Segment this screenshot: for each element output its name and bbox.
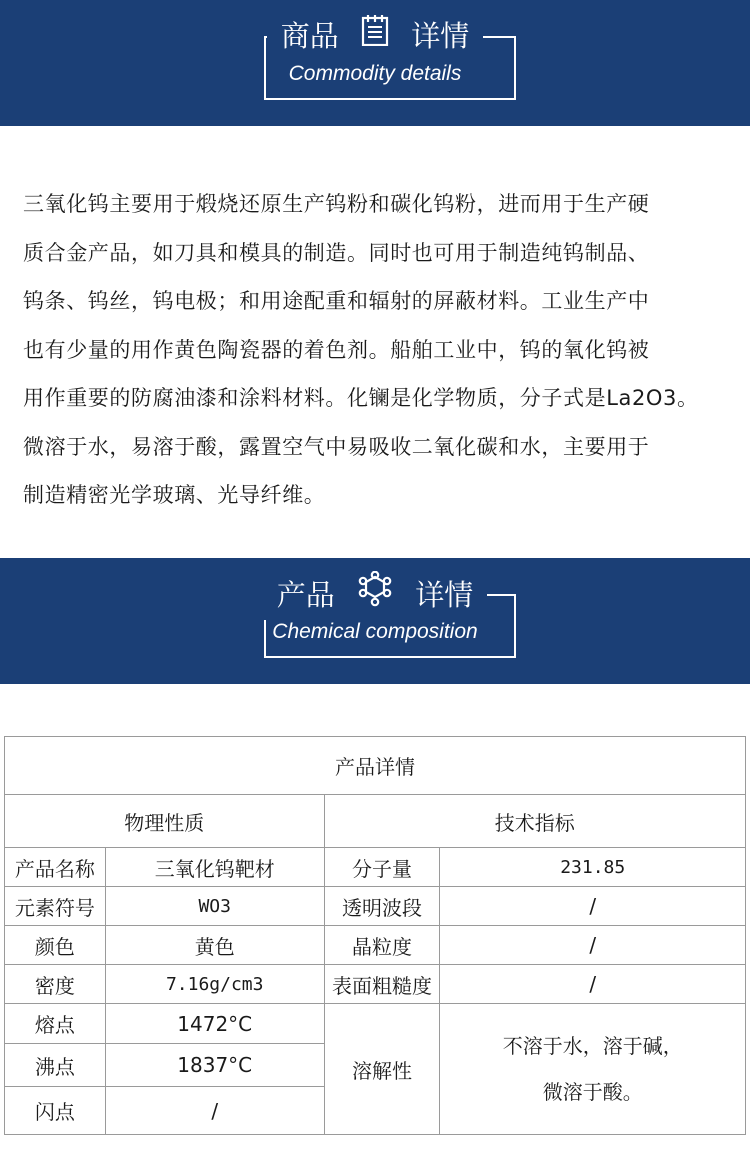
description-line: 微溶于水，易溶于酸，露置空气中易吸收二氧化碳和水，主要用于: [23, 434, 650, 459]
property-label: 闪点: [5, 1087, 106, 1135]
description-line: 也有少量的用作黄色陶瓷器的着色剂。船舶工业中，钨的氧化钨被: [23, 337, 650, 362]
description-line: 质合金产品，如刀具和模具的制造。同时也可用于制造纯钨制品、: [23, 240, 650, 265]
section-subtitle: Chemical composition: [272, 620, 478, 643]
solubility-label: 溶解性: [324, 1004, 440, 1135]
spec-label: 分子量: [324, 848, 440, 887]
section-title: [0, 16, 750, 59]
description-line: 钨条、钨丝，钨电极；和用途配重和辐射的屏蔽材料。工业生产中: [23, 289, 650, 313]
technical-specs-header: 技术指标: [324, 795, 745, 848]
property-value: 三氧化钨靶材: [105, 848, 324, 887]
title-left: 商品: [280, 19, 339, 53]
spec-label: 表面粗糙度: [324, 965, 440, 1004]
section-title: [0, 574, 750, 620]
title-right: 详情: [411, 19, 470, 53]
spec-label: 透明波段: [324, 887, 440, 926]
title-left: 产品: [276, 578, 335, 612]
title-right: 详情: [415, 578, 474, 612]
property-value: 1837°C: [105, 1044, 324, 1087]
physical-properties-header: 物理性质: [5, 795, 325, 848]
property-label: 产品名称: [5, 848, 106, 887]
table-caption: 产品详情: [5, 737, 746, 795]
chemical-composition-banner: [0, 558, 750, 684]
property-value: 黄色: [105, 926, 324, 965]
spec-label: 晶粒度: [324, 926, 440, 965]
description-line: 制造精密光学玻璃、光导纤维。: [23, 483, 326, 507]
property-label: 熔点: [5, 1004, 106, 1044]
clipboard-icon: [360, 14, 390, 56]
property-label: 沸点: [5, 1044, 106, 1087]
spec-value: /: [440, 887, 746, 926]
table-row: [5, 926, 746, 965]
spec-value: /: [440, 965, 746, 1004]
property-label: 密度: [5, 965, 106, 1004]
product-spec-table: [4, 736, 746, 1135]
property-value: WO3: [105, 887, 324, 926]
property-label: 元素符号: [5, 887, 106, 926]
property-label: 颜色: [5, 926, 106, 965]
property-value: 1472°C: [105, 1004, 324, 1044]
property-value: 7.16g/cm3: [105, 965, 324, 1004]
section-subtitle: Commodity details: [288, 62, 462, 85]
solubility-line: 微溶于酸。: [542, 1080, 643, 1104]
solubility-value: [440, 1004, 746, 1135]
commodity-details-banner: [0, 0, 750, 126]
table-row: [5, 965, 746, 1004]
solubility-line: 不溶于水，溶于碱，: [502, 1034, 683, 1058]
spec-value: /: [440, 926, 746, 965]
description-line: 三氧化钨主要用于煅烧还原生产钨粉和碳化钨粉，进而用于生产硬: [23, 192, 650, 216]
molecule-icon: [356, 571, 394, 617]
table-row: [5, 887, 746, 926]
property-value: /: [105, 1087, 324, 1135]
table-row: [5, 1004, 746, 1044]
spec-value: 231.85: [440, 848, 746, 887]
description-paragraph: [23, 180, 748, 520]
table-row: [5, 848, 746, 887]
description-line: 用作重要的防腐油漆和涂料材料。化镧是化学物质，分子式是La2O3。: [23, 386, 699, 410]
